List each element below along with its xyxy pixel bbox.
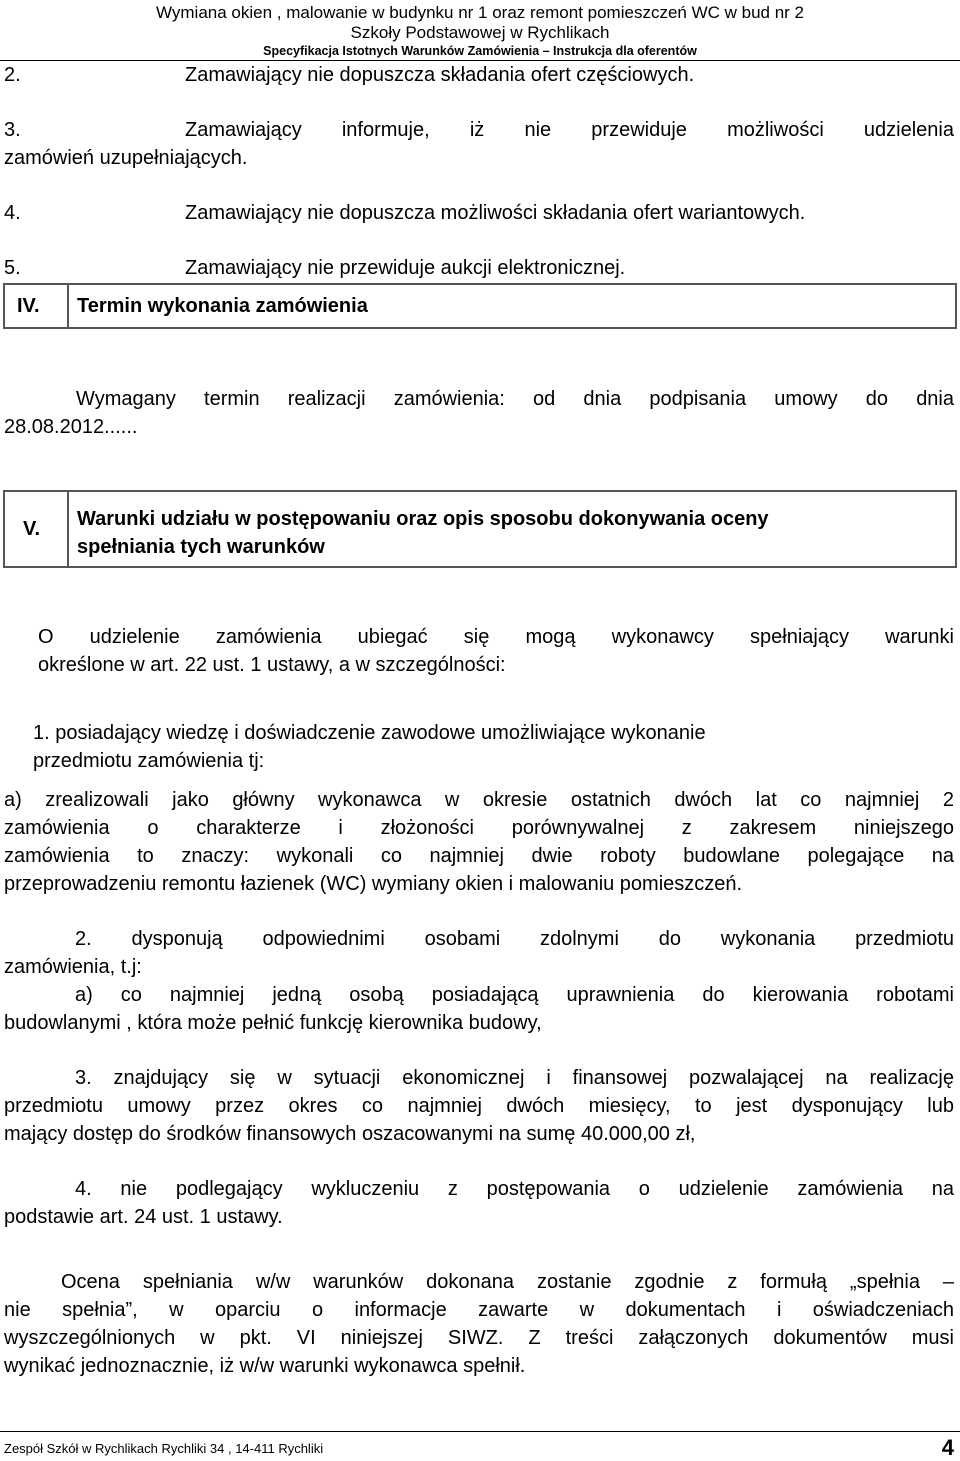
assessment-paragraph: nie spełnia”, w oparciu o informacje zawarte w dokumentach i oświadczeniach — [4, 1299, 954, 1321]
condition-2a-cont: budowlanymi , która może pełnić funkcję kierownika budowy, — [4, 1012, 542, 1034]
section-v-number-cell — [5, 492, 69, 566]
assessment-paragraph: Ocena spełniania w/w warunków dokonana zostanie zgodnie z formułą „spełnia – — [61, 1271, 954, 1293]
item-number: 2. — [4, 64, 21, 86]
item-number: 3. — [4, 119, 21, 141]
condition-1a-line: zamówienia o charakterze i złożoności porównywalnej z zakresem niniejszego — [4, 817, 954, 839]
section-v-title-line2: spełniania tych warunków — [77, 536, 325, 558]
condition-1a-line: a) zrealizowali jako główny wykonawca w okresie ostatnich dwóch lat co najmniej 2 — [4, 789, 954, 811]
section-iv-heading-box — [3, 283, 957, 329]
item-text-continuation: zamówień uzupełniających. — [4, 147, 248, 169]
condition-4-cont: podstawie art. 24 ust. 1 ustawy. — [4, 1206, 283, 1228]
section-iv-paragraph: Wymagany termin realizacji zamówienia: od dnia podpisania umowy do dnia — [76, 388, 954, 410]
header-subtitle: Specyfikacja Istotnych Warunków Zamówienia – Instrukcja dla oferentów — [263, 44, 697, 58]
condition-2a: a) co najmniej jedną osobą posiadającą uprawnienia do kierowania robotami — [75, 984, 954, 1006]
section-iv-title: Termin wykonania zamówienia — [77, 295, 368, 317]
section-v-intro: O udzielenie zamówienia ubiegać się mogą wykonawcy spełniający warunki — [38, 626, 954, 648]
header-title-line1: Wymiana okien , malowanie w budynku nr 1 oraz remont pomieszczeń WC w bud nr 2 — [155, 3, 805, 22]
condition-1: 1. posiadający wiedzę i doświadczenie zawodowe umożliwiające wykonanie — [33, 722, 706, 744]
section-v-number: V. — [23, 518, 41, 540]
item-text: Zamawiający nie dopuszcza składania ofert częściowych. — [185, 64, 695, 86]
condition-1a-line: zamówienia to znaczy: wykonali co najmniej dwie roboty budowlane polegające na — [4, 845, 954, 867]
item-number: 5. — [4, 257, 21, 279]
section-v-intro-cont: określone w art. 22 ust. 1 ustawy, a w szczególności: — [38, 654, 506, 676]
item-number: 4. — [4, 202, 21, 224]
condition-3: 3. znajdujący się w sytuacji ekonomicznej i finansowej pozwalającej na realizację — [75, 1067, 954, 1089]
condition-2-cont: zamówienia, t.j: — [4, 956, 142, 978]
footer-divider — [0, 1431, 960, 1432]
condition-1-cont: przedmiotu zamówienia tj: — [33, 750, 265, 772]
section-iv-paragraph-cont: 28.08.2012...... — [4, 416, 138, 438]
condition-3-cont: przedmiotu umowy przez okres co najmniej dwóch miesięcy, to jest dysponujący lub — [4, 1095, 954, 1117]
item-text: Zamawiający nie dopuszcza możliwości składania ofert wariantowych. — [185, 202, 806, 224]
section-v-title-line1: Warunki udziału w postępowaniu oraz opis sposobu dokonywania oceny — [77, 508, 769, 530]
header-title-line2: Szkoły Podstawowej w Rychlikach — [350, 23, 610, 42]
condition-3-cont: mający dostęp do środków finansowych oszacowanymi na sumę 40.000,00 zł, — [4, 1123, 696, 1145]
condition-4: 4. nie podlegający wykluczeniu z postępowania o udzielenie zamówienia na — [75, 1178, 954, 1200]
section-iv-number-cell — [5, 285, 69, 327]
condition-2: 2. dysponują odpowiednimi osobami zdolnymi do wykonania przedmiotu — [75, 928, 954, 950]
section-iv-number: IV. — [17, 295, 40, 317]
condition-1a-line: przeprowadzeniu remontu łazienek (WC) wymiany okien i malowaniu pomieszczeń. — [4, 873, 743, 895]
item-text: Zamawiający informuje, iż nie przewiduje możliwości udzielenia — [185, 119, 954, 141]
footer-address: Zespół Szkół w Rychlikach Rychliki 34 , 14-411 Rychliki — [4, 1441, 324, 1456]
assessment-paragraph: wynikać jednoznacznie, iż w/w warunki wykonawca spełnił. — [4, 1355, 526, 1377]
assessment-paragraph: wyszczególnionych w pkt. VI niniejszej SIWZ. Z treści załączonych dokumentów musi — [4, 1327, 954, 1349]
item-text: Zamawiający nie przewiduje aukcji elektronicznej. — [185, 257, 626, 279]
section-v-heading-box — [3, 490, 957, 568]
page-number: 4 — [941, 1435, 954, 1460]
